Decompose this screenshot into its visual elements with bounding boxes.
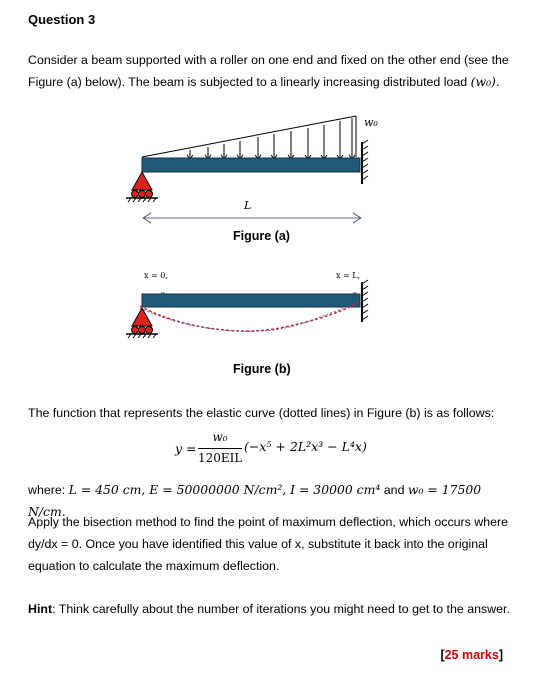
load-label: w₀ bbox=[364, 116, 378, 129]
figure-a-caption: Figure (a) bbox=[233, 229, 290, 243]
hint-text: : Think carefully about the number of iterations you might need to get to the answer. bbox=[52, 602, 510, 616]
equation-lhs: y = bbox=[175, 441, 197, 456]
intro-paragraph bbox=[28, 49, 510, 93]
left-x-label: x = 0, bbox=[144, 271, 168, 280]
roller-support-a bbox=[126, 172, 158, 202]
marks-label: [25 marks] bbox=[440, 648, 503, 662]
intro-text: Consider a beam supported with a roller on one end and fixed on the other end (see the Figure (a) below). The beam is subjected to a linearly increasing distributed load bbox=[28, 53, 509, 89]
fixed-support-a bbox=[362, 140, 368, 184]
fixed-support-b bbox=[362, 280, 368, 322]
figure-b bbox=[120, 262, 390, 358]
equation-denominator: 120EIL bbox=[198, 451, 243, 465]
figure-a bbox=[120, 108, 390, 238]
right-x-label: x = L, bbox=[336, 271, 361, 280]
intro-load-symbol: (w₀). bbox=[470, 74, 500, 89]
fraction-bar bbox=[198, 448, 242, 449]
where-w0: w₀ = 17500 N/cm. bbox=[28, 482, 482, 519]
roller-support-b bbox=[126, 308, 158, 338]
marks-value: 25 marks bbox=[444, 648, 499, 662]
where-and: and bbox=[383, 483, 405, 497]
load-arrows bbox=[187, 118, 355, 159]
hint-paragraph bbox=[28, 598, 510, 620]
where-prefix: where: bbox=[28, 483, 66, 497]
function-intro: The function that represents the elastic curve (dotted lines) in Figure (b) is as follows: bbox=[28, 406, 495, 420]
equation-numerator: w₀ bbox=[212, 430, 228, 444]
length-label: L bbox=[244, 199, 252, 212]
figure-b-caption: Figure (b) bbox=[233, 362, 291, 376]
equation-bracket: (−x⁵ + 2L²x³ − L⁴x) bbox=[244, 439, 367, 454]
instructions-paragraph: Apply the bisection method to find the point of maximum deflection, which occurs where dy/dx = 0. Once you have identified this value of x, substitute it back into the original equation to calculate the maximum deflection. bbox=[28, 515, 509, 573]
beam-b bbox=[142, 294, 360, 307]
beam-a bbox=[142, 158, 360, 172]
hint-label: Hint bbox=[28, 602, 53, 616]
question-title: Question 3 bbox=[28, 12, 96, 27]
where-values: L = 450 cm, E = 50000000 N/cm², I = 30000 cm⁴ bbox=[68, 482, 381, 497]
